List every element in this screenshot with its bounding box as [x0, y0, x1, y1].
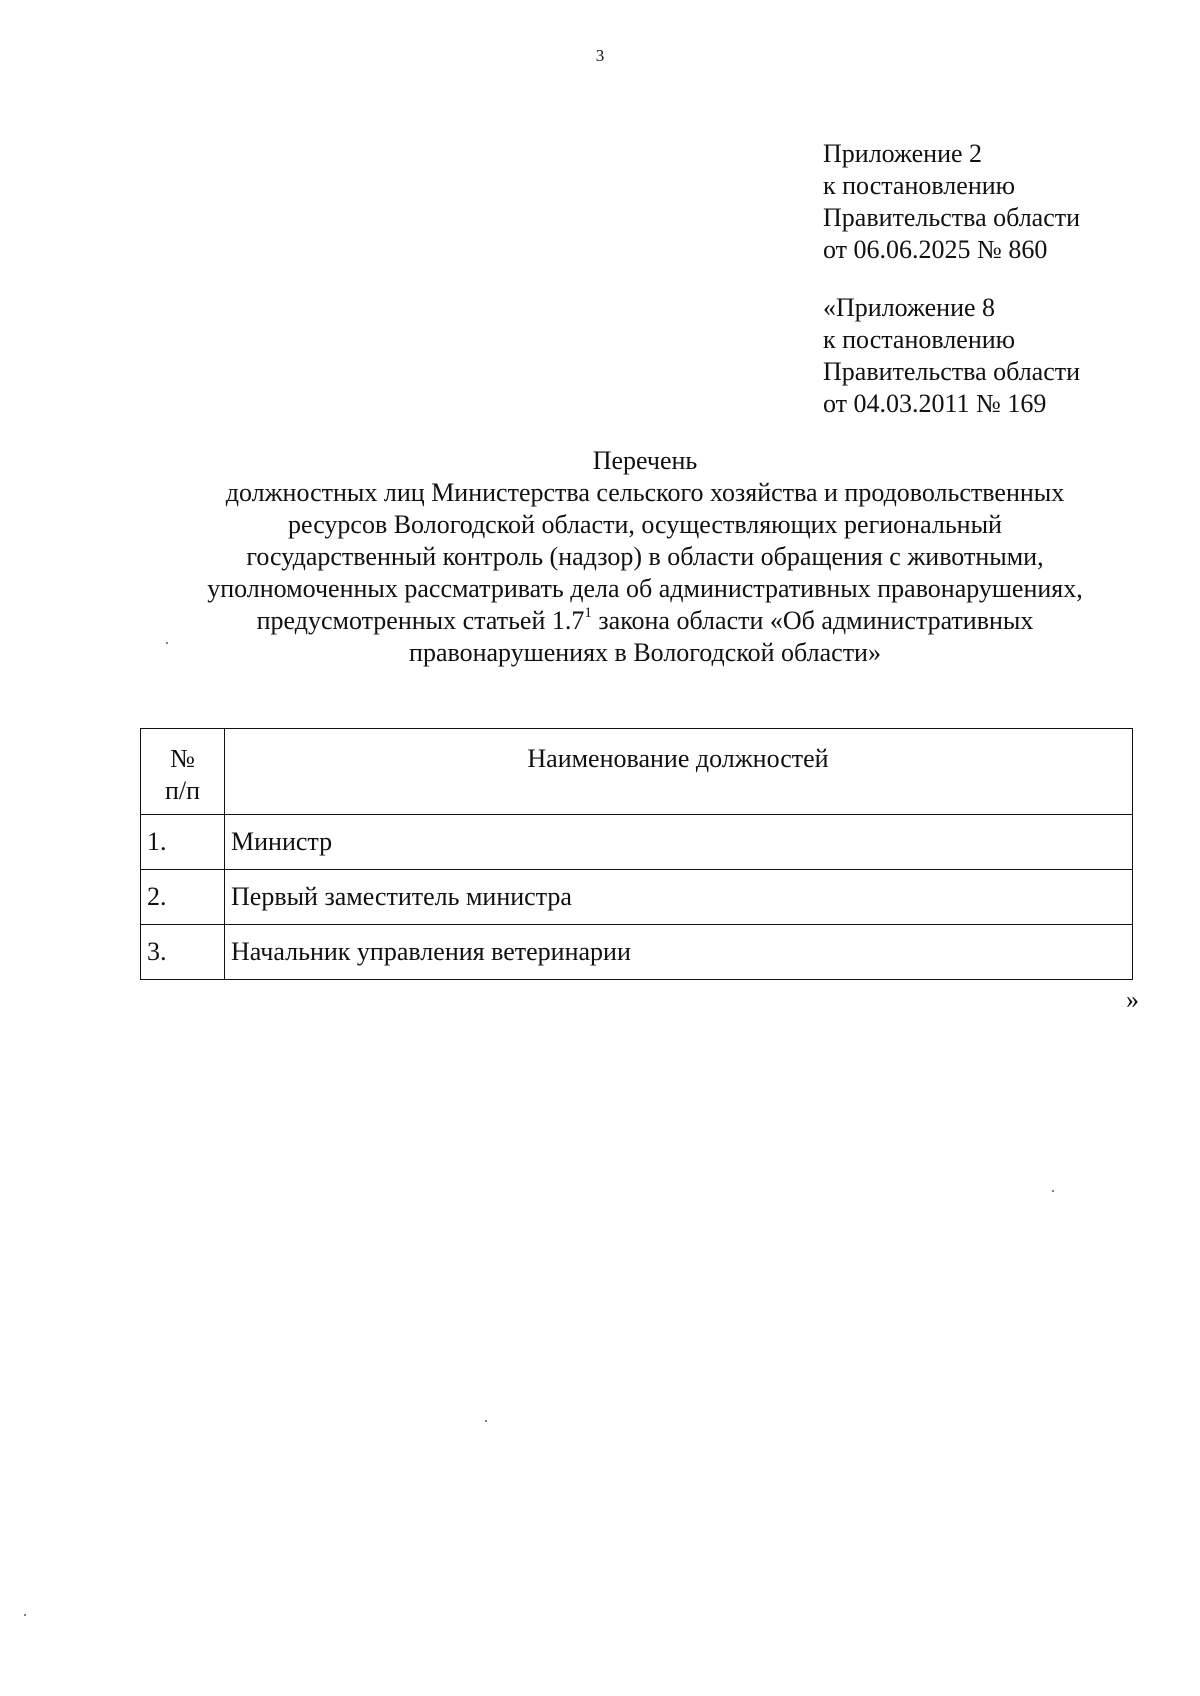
heading-line: правонарушениях в Вологодской области»: [409, 638, 881, 667]
table-row: [141, 925, 1133, 980]
row-number: 2.: [141, 870, 225, 925]
appendix-line: Приложение 2: [823, 139, 983, 168]
header-number: [141, 729, 225, 815]
header-number-line: п/п: [164, 776, 201, 805]
scan-speck: [24, 1614, 26, 1616]
appendix-line: к постановлению: [823, 325, 1016, 354]
appendix-line: к постановлению: [823, 171, 1016, 200]
footnote-superscript: 1: [584, 605, 592, 622]
positions-table: [140, 728, 1133, 980]
appendix-line: «Приложение 8: [823, 293, 996, 322]
row-position: Начальник управления ветеринарии: [225, 925, 1133, 980]
row-number: 1.: [141, 815, 225, 870]
closing-quote: »: [1126, 985, 1139, 1014]
appendix-block-current: [823, 138, 1080, 266]
appendix-line: от 06.06.2025 № 860: [823, 235, 1048, 264]
heading-text: предусмотренных статьей 1.7: [256, 606, 585, 635]
appendix-line: Правительства области: [823, 203, 1081, 232]
row-position: Первый заместитель министра: [225, 870, 1133, 925]
appendix-line: Правительства области: [823, 357, 1081, 386]
heading-text: закона области «Об административных: [591, 606, 1034, 635]
table-row: [141, 870, 1133, 925]
row-number: 3.: [141, 925, 225, 980]
table-header-row: [141, 729, 1133, 815]
appendix-line: от 04.03.2011 № 169: [823, 389, 1047, 418]
scan-speck: [1052, 1190, 1054, 1192]
header-position-name: Наименование должностей: [225, 729, 1133, 815]
appendix-block-amended: [823, 292, 1080, 420]
heading-line: ресурсов Вологодской области, осуществляющих региональный: [288, 510, 1002, 539]
table-row: [141, 815, 1133, 870]
row-position: Министр: [225, 815, 1133, 870]
heading-line: государственный контроль (надзор) в области обращения с животными,: [246, 542, 1044, 571]
scan-speck: [166, 642, 168, 644]
heading-line: должностных лиц Министерства сельского хозяйства и продовольственных: [225, 478, 1065, 507]
page-number: 3: [595, 46, 605, 65]
heading-line: [0, 605, 1200, 637]
heading-line: уполномоченных рассматривать дела об административных правонарушениях,: [207, 574, 1083, 603]
heading-title: Перечень: [592, 446, 698, 475]
scan-speck: [485, 1420, 487, 1422]
document-heading: [0, 445, 1200, 669]
header-number-line: №: [170, 744, 195, 773]
